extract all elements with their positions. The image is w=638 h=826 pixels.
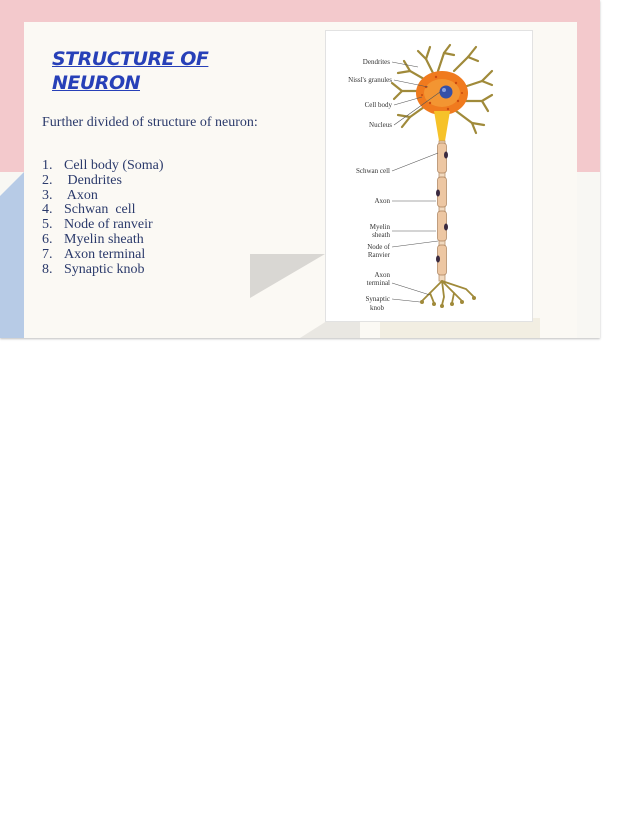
list-item: 7. Axon terminal (42, 246, 146, 262)
blue-band-corner (0, 172, 24, 196)
label-myelin-1: Myelin (369, 223, 390, 231)
list-item: 5. Node of ranveir (42, 217, 153, 233)
list-item: 8. Synaptic knob (42, 261, 145, 277)
title-line-2: NEURON (52, 72, 140, 94)
title-line-1: STRUCTURE OF (52, 48, 209, 70)
label-schwan-cell: Schwan cell (355, 167, 390, 175)
slide (0, 0, 600, 338)
label-synaptic-1: Synaptic (365, 295, 390, 303)
list-item: 2. Dendrites (42, 172, 122, 188)
label-nucleus: Nucleus (369, 121, 392, 129)
label-synaptic-2: knob (370, 304, 384, 312)
nucleus-shape (440, 86, 453, 99)
blue-band-decoration (0, 172, 24, 338)
label-axon: Axon (374, 197, 390, 205)
list-item: 3. Axon (42, 187, 98, 203)
axon-shape (436, 141, 448, 281)
axon-hillock (434, 111, 450, 141)
synaptic-knobs (420, 296, 476, 308)
neuron-illustration (326, 31, 532, 321)
label-node-2: Ranvier (367, 251, 390, 259)
list-item: 6. Myelin sheath (42, 231, 144, 247)
axon-terminal-branches (422, 281, 474, 305)
gray-triangle-decoration (250, 254, 325, 298)
label-nissl-granules: Nissl's granules (348, 76, 392, 84)
neuron-parts-list (42, 159, 164, 277)
list-item: 4. Schwan cell (42, 202, 136, 218)
list-item: 1. Cell body (Soma) (42, 158, 164, 173)
label-terminal-2: terminal (366, 279, 390, 287)
label-cell-body: Cell body (364, 101, 392, 109)
neuron-diagram (325, 30, 533, 322)
label-myelin-2: sheath (372, 231, 390, 239)
label-terminal-1: Axon (374, 271, 390, 279)
intro-text: Further divided of structure of neuron: (42, 115, 258, 130)
label-dendrites: Dendrites (362, 58, 390, 66)
label-node-1: Node of (367, 243, 390, 251)
slide-title (52, 47, 272, 95)
